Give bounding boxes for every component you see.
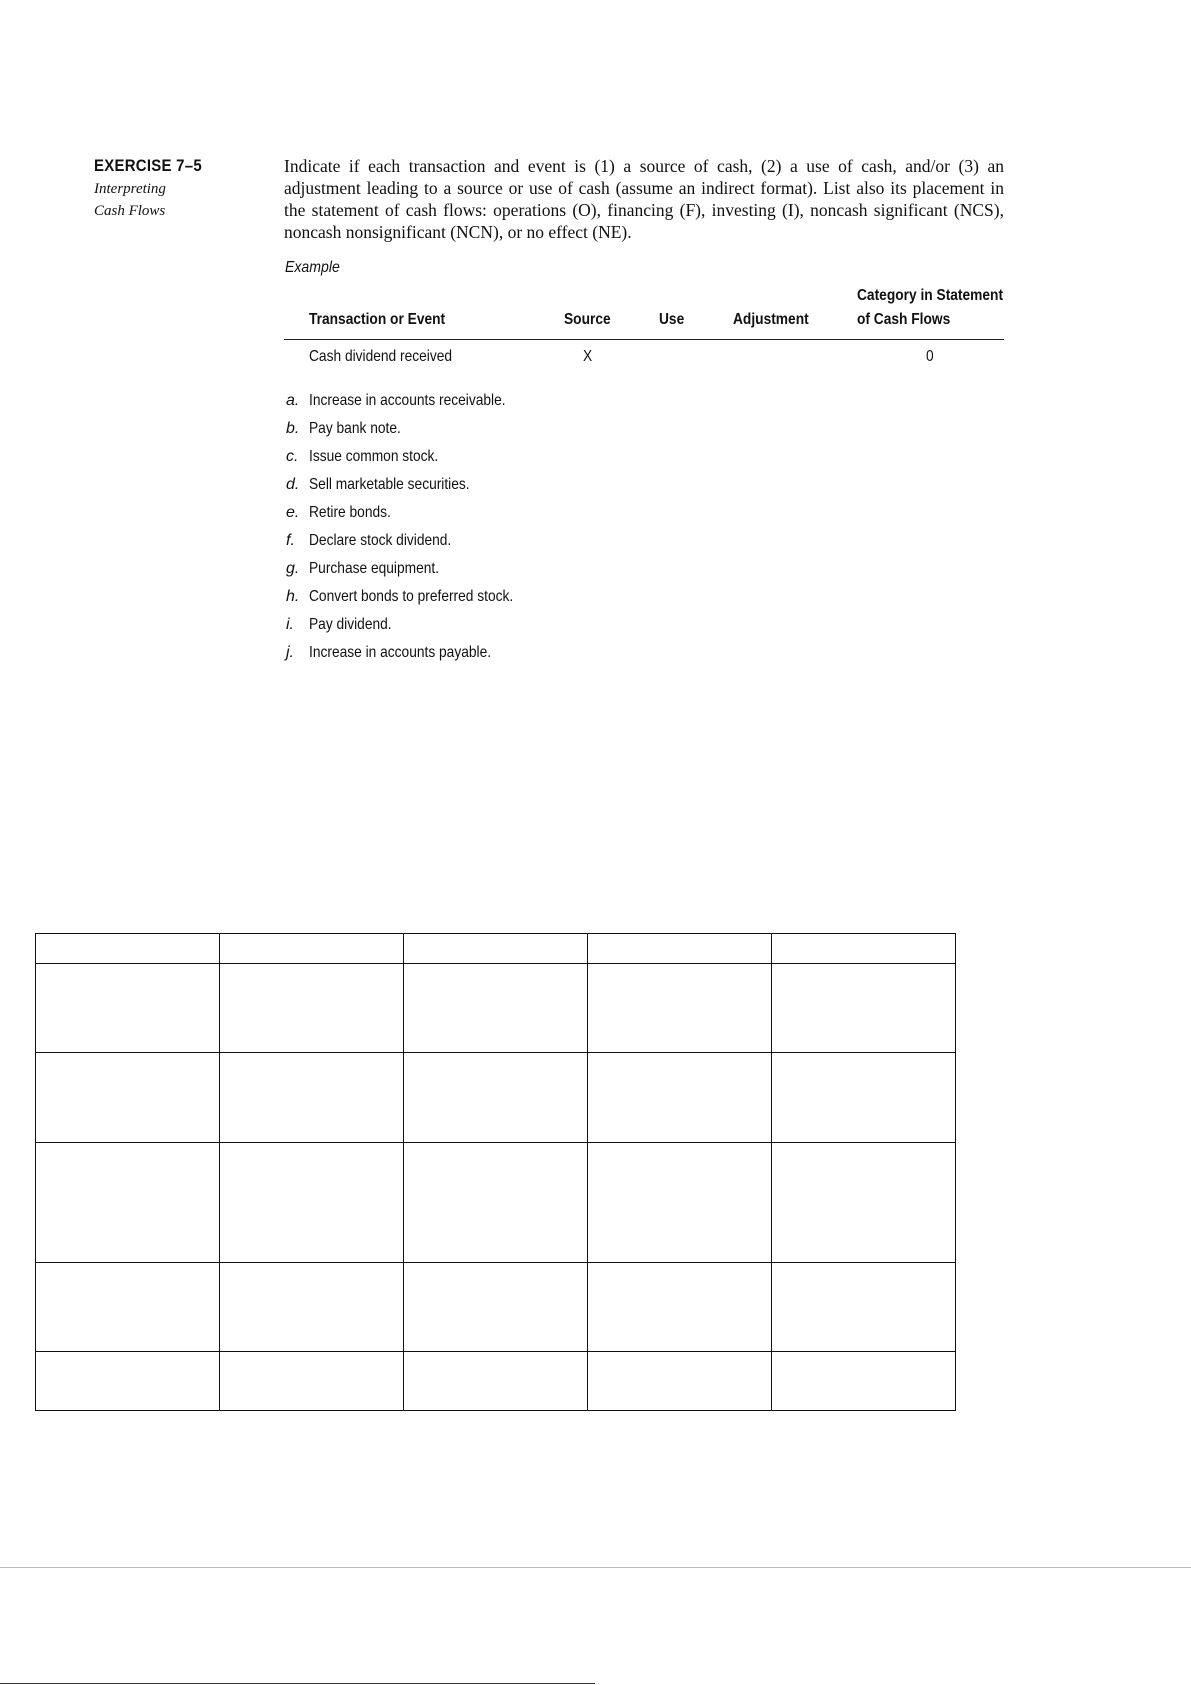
grid-cell[interactable] [588,1053,772,1143]
grid-cell[interactable] [36,1143,220,1263]
item-text: Increase in accounts payable. [309,644,492,661]
bottom-rule [0,1683,595,1684]
item-text: Purchase equipment. [309,560,440,577]
item-letter: h. [286,588,300,605]
grid-cell[interactable] [588,934,772,964]
grid-cell[interactable] [220,1263,404,1352]
exercise-subtitle-line2: Cash Flows [94,203,166,219]
item-text: Issue common stock. [309,448,439,465]
grid-cell[interactable] [220,1143,404,1263]
example-row-source: X [583,348,593,365]
item-text: Declare stock dividend. [309,532,452,549]
item-letter: j. [286,644,294,661]
exercise-subtitle-line1: Interpreting [94,181,166,197]
header-transaction: Transaction or Event [309,311,446,328]
header-category-line1: Category in Statement [857,287,1004,304]
item-text: Convert bonds to preferred stock. [309,588,514,605]
grid-cell[interactable] [36,1352,220,1411]
grid-row [36,1352,956,1411]
header-adjustment: Adjustment [733,311,809,328]
header-use: Use [659,311,685,328]
grid-cell[interactable] [588,1263,772,1352]
item-letter: i. [286,616,294,633]
grid-cell[interactable] [220,934,404,964]
header-rule [284,339,1004,340]
item-text: Pay bank note. [309,420,401,437]
grid-row [36,934,956,964]
grid-cell[interactable] [36,1263,220,1352]
header-source: Source [564,311,611,328]
grid-cell[interactable] [36,1053,220,1143]
page-divider [0,1567,1191,1568]
item-text: Retire bonds. [309,504,391,521]
grid-row [36,1143,956,1263]
example-label: Example [285,259,340,276]
exercise-label [94,156,264,222]
grid-row [36,964,956,1053]
grid-cell[interactable] [36,934,220,964]
grid-cell[interactable] [404,1352,588,1411]
grid-cell[interactable] [588,1143,772,1263]
grid-row [36,1263,956,1352]
item-text: Sell marketable securities. [309,476,470,493]
grid-cell[interactable] [36,964,220,1053]
grid-cell[interactable] [772,1352,956,1411]
header-category-line2: of Cash Flows [857,311,951,328]
grid-row [36,1053,956,1143]
item-text: Increase in accounts receivable. [309,392,506,409]
grid-cell[interactable] [404,934,588,964]
grid-cell[interactable] [588,1352,772,1411]
grid-cell[interactable] [772,934,956,964]
example-row-category: 0 [926,348,934,365]
grid-cell[interactable] [220,1352,404,1411]
instructions-paragraph: Indicate if each transaction and event is (1) a source of cash, (2) a use of cash, and/or (3) an adjustment leading to a source or use of cash (assume an indirect format). List also its placement in the statement of cash flows: operations (O), financing (F), investing (I), noncash significant (NCS), noncash nonsignificant (NCN), or no effect (NE). [284,156,1004,242]
answer-grid [35,933,956,1411]
item-letter: e. [286,504,300,521]
grid-cell[interactable] [588,964,772,1053]
grid-cell[interactable] [772,964,956,1053]
grid-cell[interactable] [404,1143,588,1263]
item-letter: f. [286,532,295,549]
item-letter: b. [286,420,300,437]
grid-cell[interactable] [772,1263,956,1352]
grid-cell[interactable] [404,1053,588,1143]
item-text: Pay dividend. [309,616,392,633]
grid-cell[interactable] [404,964,588,1053]
exercise-number: EXERCISE 7–5 [94,156,202,175]
example-row-transaction: Cash dividend received [309,348,453,365]
grid-cell[interactable] [220,1053,404,1143]
item-letter: a. [286,392,300,409]
item-letter: d. [286,476,300,493]
item-letter: c. [286,448,299,465]
item-letter: g. [286,560,300,577]
grid-cell[interactable] [772,1053,956,1143]
grid-cell[interactable] [404,1263,588,1352]
grid-cell[interactable] [220,964,404,1053]
grid-cell[interactable] [772,1143,956,1263]
